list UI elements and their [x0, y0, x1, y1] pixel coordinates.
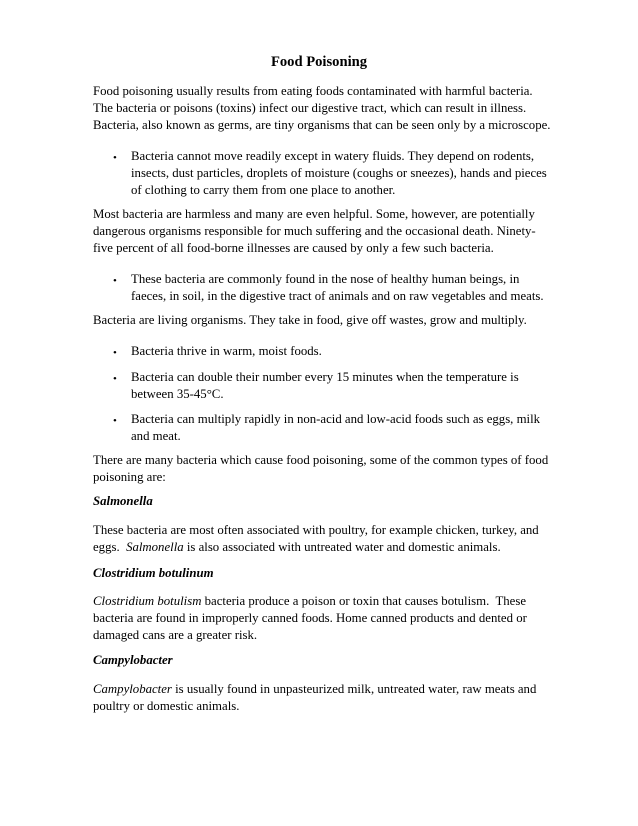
paragraph-line: Bacteria are living organisms. They take in food, give off wastes, grow and multiply. — [93, 313, 527, 327]
intro-line: Food poisoning usually results from eating foods contaminated with harmful bacteria. — [93, 84, 533, 98]
section-heading-salmonella: Salmonella — [93, 494, 153, 508]
section-heading-clostridium: Clostridium botulinum — [93, 566, 214, 580]
bullet-line: Bacteria can double their number every 15 minutes when the temperature is — [131, 370, 519, 384]
bullet-line: and meat. — [131, 429, 181, 443]
bullet-marker: • — [113, 152, 117, 164]
bullet-line: Bacteria can multiply rapidly in non-acid and low-acid foods such as eggs, milk — [131, 412, 541, 426]
bullet-line: Bacteria cannot move readily except in watery fluids. They depend on rodents, — [131, 149, 535, 163]
bullet-marker: • — [113, 415, 117, 427]
bullet-marker: • — [113, 275, 117, 287]
paragraph-line: There are many bacteria which cause food poisoning, some of the common types of food — [93, 453, 549, 467]
paragraph-line: dangerous organisms responsible for much suffering and the occasional death. Ninety- — [93, 224, 536, 238]
campylobacter-line: poultry or domestic animals. — [93, 699, 240, 713]
clostridium-line: damaged cans are a greater risk. — [93, 628, 258, 642]
text-run: bacteria produce a poison or toxin that causes botulism. These — [201, 594, 527, 608]
italic-term: Campylobacter — [93, 682, 172, 696]
bullet-line: faeces, in soil, in the digestive tract of animals and on raw vegetables and meats. — [131, 289, 544, 303]
paragraph-line: Most bacteria are harmless and many are even helpful. Some, however, are potentially — [93, 207, 535, 221]
clostridium-line: bacteria are found in improperly canned foods. Home canned products and dented or — [93, 611, 527, 625]
bullet-line: Bacteria thrive in warm, moist foods. — [131, 344, 322, 358]
bullet-line: These bacteria are commonly found in the nose of healthy human beings, in — [131, 272, 520, 286]
text-run: is also associated with untreated water and domestic animals. — [183, 540, 501, 554]
bullet-line: between 35-45°C. — [131, 387, 224, 401]
document-title: Food Poisoning — [270, 54, 368, 70]
clostridium-line — [93, 593, 526, 610]
campylobacter-line — [93, 681, 536, 698]
salmonella-line: These bacteria are most often associated with poultry, for example chicken, turkey, and — [93, 523, 539, 537]
salmonella-line — [93, 539, 501, 556]
intro-line: The bacteria or poisons (toxins) infect our digestive tract, which can result in illness. — [93, 101, 527, 115]
bullet-marker: • — [113, 347, 117, 359]
bullet-marker: • — [113, 373, 117, 385]
bullet-line: insects, dust particles, droplets of moisture (coughs or sneezes), hands and pieces — [131, 166, 547, 180]
italic-term: Clostridium botulism — [93, 594, 202, 608]
bullet-line: of clothing to carry them from one place to another. — [131, 183, 396, 197]
italic-term: Salmonella — [126, 540, 184, 554]
paragraph-line: poisoning are: — [93, 470, 166, 484]
text-run: is usually found in unpasteurized milk, untreated water, raw meats and — [171, 682, 537, 696]
section-heading-campylobacter: Campylobacter — [93, 653, 173, 667]
text-run: eggs. — [93, 540, 127, 554]
intro-line: Bacteria, also known as germs, are tiny organisms that can be seen only by a microscope. — [93, 118, 551, 132]
paragraph-line: five percent of all food-borne illnesses are caused by only a few such bacteria. — [93, 241, 494, 255]
